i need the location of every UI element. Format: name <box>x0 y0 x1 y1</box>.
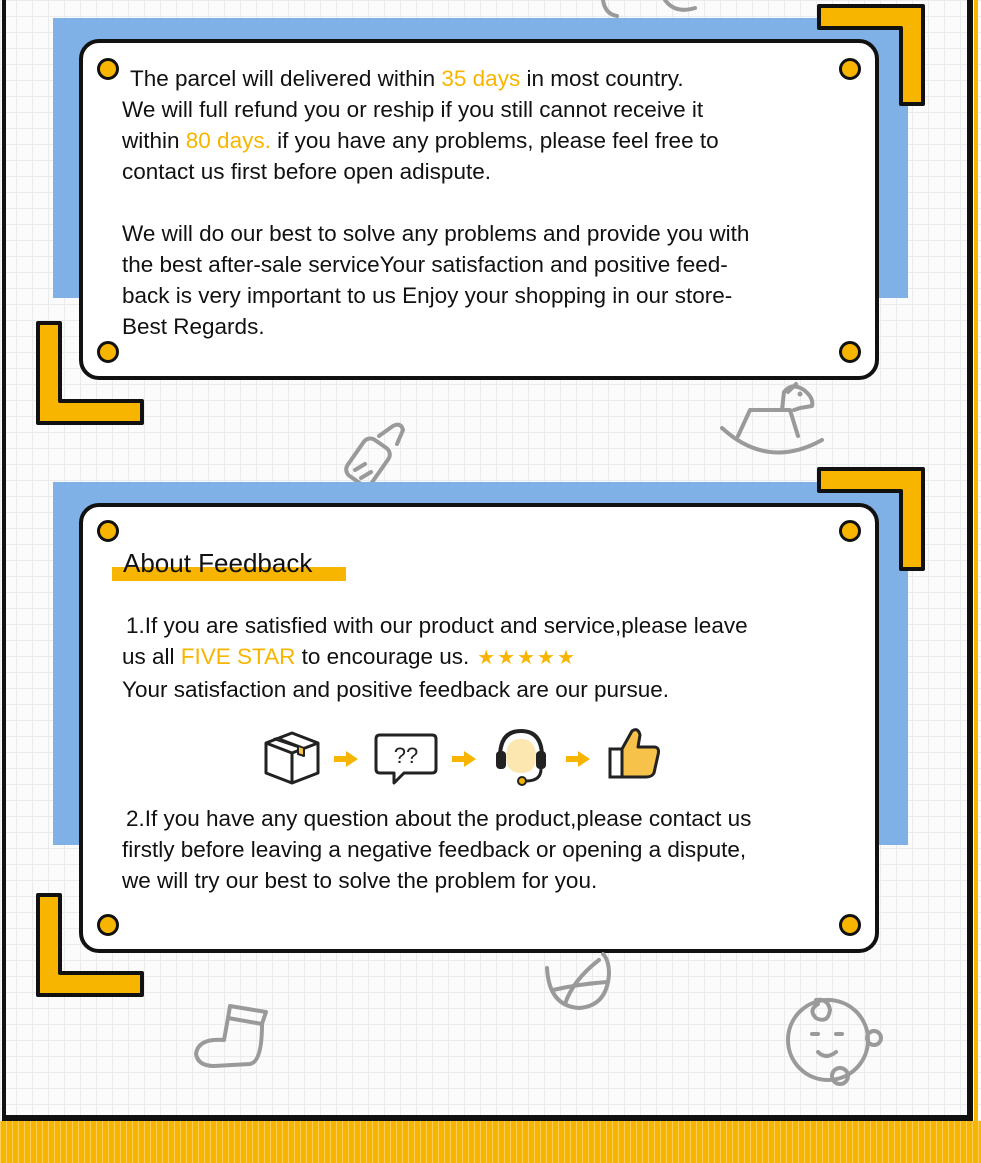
shipping-line-1: The parcel will delivered within 35 days in most country. <box>130 66 684 91</box>
spacer <box>122 187 862 218</box>
card-rivet <box>839 520 861 542</box>
feedback-line-5: firstly before leaving a negative feedback or opening a dispute, <box>122 837 747 862</box>
five-stars-icon: ★★★★★ <box>477 647 577 669</box>
card-rivet <box>839 341 861 363</box>
ball-icon <box>543 950 613 1012</box>
shipping-line-4: contact us first before open adispute. <box>122 159 491 184</box>
feedback-title: About Feedback <box>123 548 313 578</box>
card-rivet <box>97 341 119 363</box>
thumbs-up-icon <box>606 725 662 781</box>
five-star-highlight: FIVE STAR <box>180 644 296 669</box>
refund-days-highlight: 80 days. <box>185 128 271 153</box>
sock-icon <box>192 1002 272 1072</box>
arrow-right-icon <box>566 751 590 767</box>
card-rivet <box>97 914 119 936</box>
shipping-line-3: within 80 days. if you have any problems, please feel free to <box>122 128 719 153</box>
frame-right-accent <box>974 0 978 1130</box>
service-line-3: back is very important to us Enjoy your shopping in our store- <box>122 283 733 308</box>
service-line-1: We will do our best to solve any problems and provide you with <box>122 221 750 246</box>
shipping-text <box>122 63 862 342</box>
feedback-text-2 <box>122 803 862 896</box>
delivery-days-highlight: 35 days <box>441 66 521 91</box>
frame-left <box>2 0 6 1120</box>
service-line-2: the best after-sale serviceYour satisfaction and positive feed- <box>122 252 728 277</box>
feedback-line-1: 1.If you are satisfied with our product and service,please leave <box>126 613 748 638</box>
question-marks: ?? <box>393 743 419 768</box>
shipping-line-2: We will full refund you or reship if you still cannot receive it <box>122 97 704 122</box>
frame-right <box>967 0 973 1120</box>
arrow-right-icon <box>334 751 358 767</box>
service-line-4: Best Regards. <box>122 314 265 339</box>
question-bubble-icon <box>374 733 438 787</box>
arrow-right-icon <box>452 751 476 767</box>
card-rivet <box>97 58 119 80</box>
feedback-text-1 <box>122 610 862 705</box>
baby-face-icon <box>778 990 884 1090</box>
feedback-process-icons <box>262 725 662 787</box>
rocking-horse-icon <box>718 380 828 465</box>
bottom-band <box>0 1121 981 1163</box>
package-icon <box>262 729 322 785</box>
feedback-line-4: 2.If you have any question about the product,please contact us <box>126 806 752 831</box>
feedback-line-6: we will try our best to solve the problem for you. <box>122 868 598 893</box>
feedback-line-3: Your satisfaction and positive feedback are our pursue. <box>122 677 670 702</box>
baby-bottle-icon <box>335 418 415 488</box>
card-rivet <box>839 914 861 936</box>
feedback-line-2: us all FIVE STAR to encourage us. ★★★★★ <box>122 644 577 669</box>
card-rivet <box>97 520 119 542</box>
headset-icon <box>492 725 550 787</box>
